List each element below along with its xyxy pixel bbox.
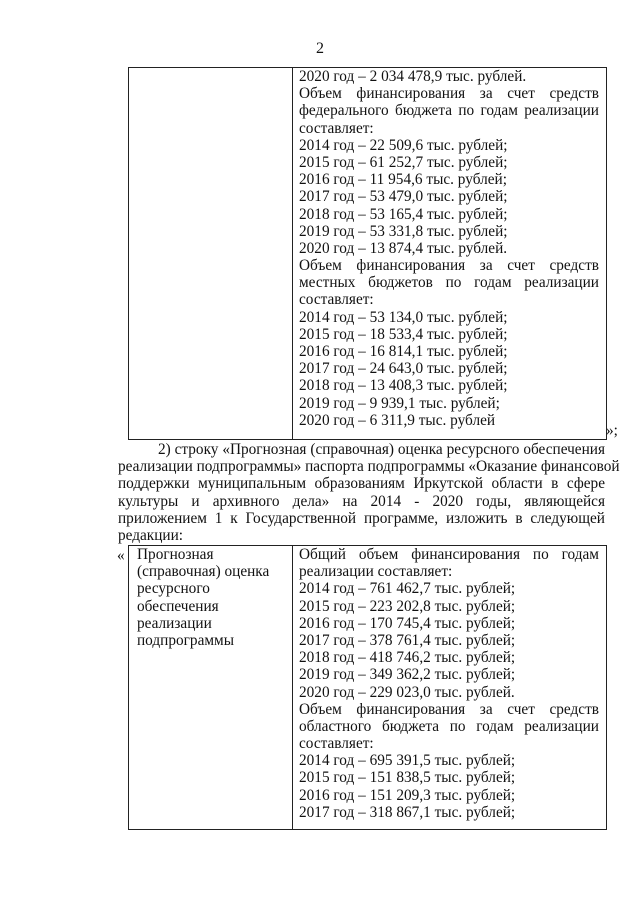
funding-line: 2014 год – 761 462,7 тыс. рублей; [299, 580, 516, 598]
paragraph-line: поддержки муниципальным образованиям Иркутской области в сфере [118, 475, 605, 493]
paragraph-line: культуры и архивного дела» на 2014 - 2020 годы, являющейся [118, 492, 605, 510]
funding-line: 2015 год – 223 202,8 тыс. рублей; [299, 597, 516, 615]
funding-line: 2015 год – 61 252,7 тыс. рублей; [299, 153, 508, 171]
funding-line: 2015 год – 18 533,4 тыс. рублей; [299, 325, 508, 343]
funding-line: местных бюджетов по годам реализации [299, 274, 599, 292]
funding-line: 2020 год – 2 034 478,9 тыс. рублей. [299, 68, 527, 85]
funding-line: Объем финансирования за счет средств [299, 85, 599, 103]
funding-line: составляет: [299, 119, 374, 137]
funding-table-new [128, 545, 607, 830]
amendment-paragraph [118, 441, 620, 544]
funding-line: 2019 год – 9 939,1 тыс. рублей; [299, 394, 500, 412]
funding-line: 2018 год – 13 408,3 тыс. рублей; [299, 377, 508, 395]
page-number: 2 [316, 40, 324, 57]
funding-line: 2014 год – 695 391,5 тыс. рублей; [299, 752, 516, 770]
funding-details-cell [299, 546, 599, 821]
funding-line: 2019 год – 53 331,8 тыс. рублей; [299, 222, 508, 240]
funding-line: 2017 год – 53 479,0 тыс. рублей; [299, 188, 508, 206]
funding-line: 2019 год – 349 362,2 тыс. рублей; [299, 666, 516, 684]
funding-line: 2018 год – 53 165,4 тыс. рублей; [299, 205, 508, 223]
row-heading-line: обеспечения [137, 597, 219, 615]
closing-quote-mark: »; [606, 422, 618, 439]
funding-line: 2014 год – 53 134,0 тыс. рублей; [299, 308, 508, 326]
funding-line: 2020 год – 229 023,0 тыс. рублей. [299, 683, 515, 701]
paragraph-line: редакции: [118, 526, 184, 544]
funding-line: 2017 год – 318 867,1 тыс. рублей; [299, 803, 516, 821]
funding-line: 2015 год – 151 838,5 тыс. рублей; [299, 769, 516, 787]
funding-line: Объем финансирования за счет средств [299, 700, 599, 718]
row-heading-line: (справочная) оценка [137, 563, 270, 581]
row-heading-line: подпрограммы [137, 631, 235, 649]
funding-line: 2014 год – 22 509,6 тыс. рублей; [299, 136, 508, 154]
funding-line: 2020 год – 6 311,9 тыс. рублей [299, 411, 496, 429]
row-heading-cell [137, 546, 287, 649]
funding-line: Объем финансирования за счет средств [299, 257, 599, 275]
funding-line: федерального бюджета по годам реализации [299, 102, 599, 120]
funding-line: реализации составляет: [299, 563, 453, 581]
paragraph-line: реализации подпрограммы» паспорта подпрограммы «Оказание финансовой [118, 458, 620, 476]
funding-line: 2016 год – 16 814,1 тыс. рублей; [299, 343, 508, 360]
funding-line: 2017 год – 378 761,4 тыс. рублей; [299, 631, 516, 649]
paragraph-line: приложением 1 к Государственной программе, изложить в следующей [118, 509, 605, 527]
funding-line: составляет: [299, 291, 374, 309]
funding-table-continued [128, 67, 607, 440]
row-heading-line: Прогнозная [137, 546, 214, 563]
funding-line: 2016 год – 11 954,6 тыс. рублей; [299, 171, 507, 189]
funding-line: областного бюджета по годам реализации [299, 717, 599, 735]
column-divider [292, 546, 293, 829]
column-divider [292, 68, 293, 439]
paragraph-line: 2) строку «Прогнозная (справочная) оценка ресурсного обеспечения [158, 441, 605, 458]
opening-quote-mark: « [117, 547, 125, 564]
funding-line: 2017 год – 24 643,0 тыс. рублей; [299, 360, 508, 378]
funding-line: составляет: [299, 735, 374, 753]
funding-line: Общий объем финансирования по годам [299, 546, 599, 563]
row-heading-line: реализации [137, 614, 212, 632]
funding-details-cell [299, 68, 599, 429]
funding-line: 2016 год – 170 745,4 тыс. рублей; [299, 614, 516, 632]
row-heading-line: ресурсного [137, 580, 210, 598]
funding-line: 2020 год – 13 874,4 тыс. рублей. [299, 239, 508, 257]
funding-line: 2018 год – 418 746,2 тыс. рублей; [299, 649, 516, 667]
funding-line: 2016 год – 151 209,3 тыс. рублей; [299, 786, 516, 804]
